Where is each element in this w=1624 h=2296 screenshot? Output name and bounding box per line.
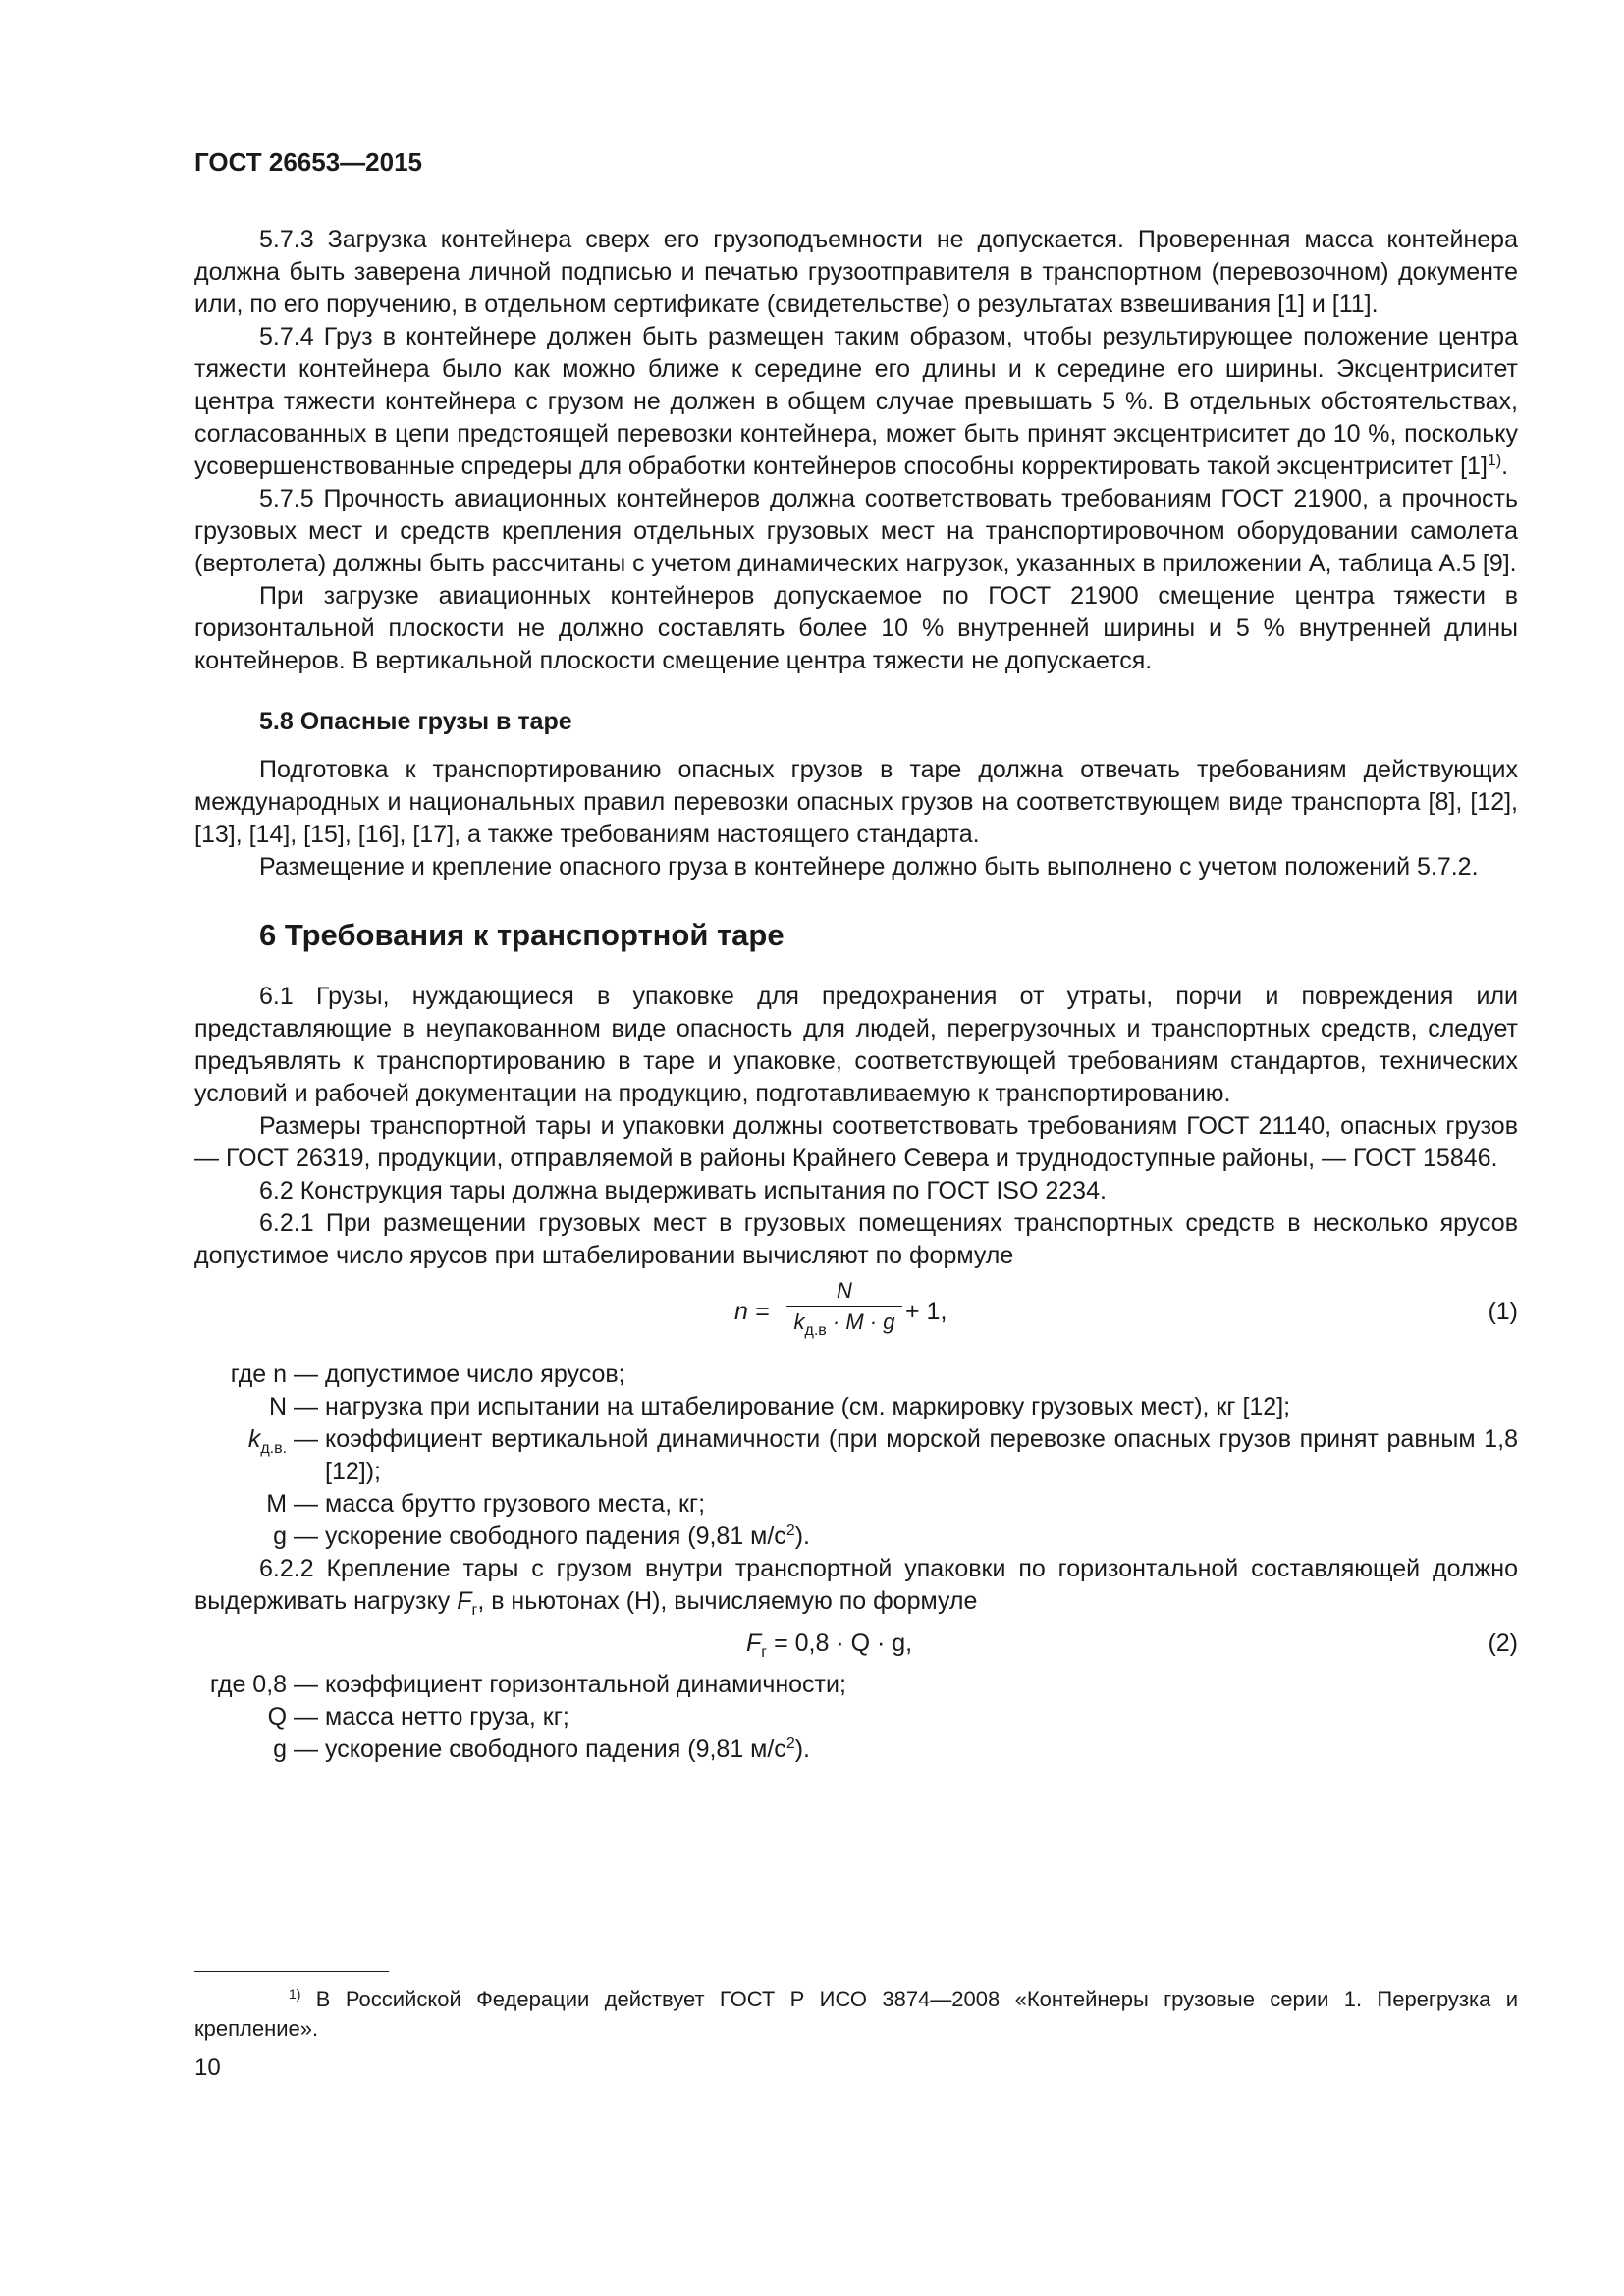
document-body bbox=[194, 224, 1518, 1766]
formula-1-legend bbox=[194, 1359, 1518, 1553]
formula-1-rhs: + 1, bbox=[905, 1298, 947, 1325]
footnote-ref[interactable]: 1) bbox=[1487, 453, 1502, 469]
clause-6-1: 6.1 Грузы, нуждающиеся в упаковке для предохранения от утраты, порчи и повреждения или представляющие в неупакованном виде опасность для людей, перегрузочных и транспортных средств, следует предъявлять к транспортированию в таре и упаковке, соответствующей требованиям стандартов, технических условий и рабочей документации на продукцию, подготавливаемую к транспортированию. bbox=[194, 983, 1518, 1107]
formula-1-denominator: $k_{д.в} \cdot M \cdot g$ bbox=[793, 1309, 895, 1339]
formula-1-fraction bbox=[786, 1276, 902, 1338]
clause-5-8-a: Подготовка к транспортированию опасных грузов в таре должна отвечать требованиям действующих международных и национальных правил перевозки опасных грузов на соответствующем виде транспорта [8], [12], [13], [14], [15], [16], [17], а также требованиям настоящего стандарта. bbox=[194, 756, 1518, 848]
formula-2-number: (2) bbox=[1488, 1629, 1518, 1657]
legend-row: Q — масса нетто груза, кг; bbox=[267, 1703, 569, 1731]
document-header: ГОСТ 26653—2015 bbox=[194, 147, 422, 177]
formula-1-number: (1) bbox=[1488, 1298, 1518, 1325]
clause-6-1-continued: Размеры транспортной тары и упаковки должны соответствовать требованиям ГОСТ 21140, опасных грузов — ГОСТ 26319, продукции, отправляемой в районы Крайнего Севера и труднодоступные районы, — ГОСТ 15846. bbox=[194, 1112, 1518, 1172]
formula-2-expression: $F_г = 0,8 \cdot Q \cdot g$, bbox=[746, 1629, 913, 1661]
formula-2 bbox=[194, 1622, 1518, 1665]
clause-5-7-4: 5.7.4 Груз в контейнере должен быть размещен таким образом, чтобы результирующее положение центра тяжести контейнера было как можно ближе к середине его длины и к середине его ширины. Эксцентриситет центра тяжести контейнера с грузом не должен в общем случае превышать 5 %. В отдельных обстоятельствах, согласованных в цепи предстоящей перевозки контейнера, может быть принят эксцентриситет до 10 %, поскольку усовершенствованные спредеры для обработки контейнеров способны корректировать такой эксцентриситет $[1]^{1)}$. bbox=[194, 323, 1518, 480]
legend-row: где 0,8 — коэффициент горизонтальной динамичности; bbox=[209, 1671, 846, 1698]
legend-row: g — ускорение свободного падения (9,81 $м/с^2$). bbox=[273, 1522, 810, 1550]
clause-5-7-5: 5.7.5 Прочность авиационных контейнеров должна соответствовать требованиям ГОСТ 21900, а прочность грузовых мест и средств крепления отдельных грузовых мест на транспортировочном оборудовании самолета (вертолета) должны быть рассчитаны с учетом динамических нагрузок, указанных в приложении А, таблица А.5 [9]. bbox=[194, 485, 1518, 577]
formula-1-numerator: N bbox=[837, 1278, 852, 1303]
clause-6-2: 6.2 Конструкция тары должна выдерживать испытания по ГОСТ ISO 2234. bbox=[259, 1177, 1107, 1204]
page-number: 10 bbox=[194, 2055, 221, 2081]
clause-6-2-2: 6.2.2 Крепление тары с грузом внутри транспортной упаковки по горизонтальной составляющей должно выдерживать нагрузку $F_г$, в ньютонах (Н), вычисляемую по формуле bbox=[194, 1555, 1518, 1619]
footnote-divider bbox=[194, 1971, 389, 1972]
legend-row: N — нагрузка при испытании на штабелирование (см. маркировку грузовых мест), кг [12]; bbox=[269, 1393, 1291, 1420]
section-6-title: 6 Требования к транспортной таре bbox=[259, 918, 785, 952]
legend-row: где n — допустимое число ярусов; bbox=[230, 1361, 625, 1388]
formula-1 bbox=[194, 1276, 1518, 1351]
formula-1-lhs: n = bbox=[734, 1298, 770, 1325]
legend-row: g — ускорение свободного падения (9,81 $м/с^2$). bbox=[273, 1735, 810, 1763]
clause-5-8-b: Размещение и крепление опасного груза в контейнере должно быть выполнено с учетом положений 5.7.2. bbox=[259, 853, 1479, 881]
legend-row: $k_{д.в.}$ — коэффициент вертикальной динамичности (при морской перевозке опасных грузов принят равным 1,8 [12]); bbox=[247, 1425, 1518, 1485]
footnote-mark: 1) bbox=[289, 1986, 301, 2002]
clause-5-7-3: 5.7.3 Загрузка контейнера сверх его грузоподъемности не допускается. Проверенная масса контейнера должна быть заверена личной подписью и печатью грузоотправителя в транспортном (перевозочном) документе или, по его поручению, в отдельном сертификате (свидетельстве) о результатах взвешивания [1] и [11]. bbox=[194, 226, 1518, 318]
clause-6-2-1: 6.2.1 При размещении грузовых мест в грузовых помещениях транспортных средств в несколько ярусов допустимое число ярусов при штабелировании вычисляют по формуле bbox=[194, 1209, 1518, 1269]
formula-2-legend bbox=[194, 1669, 1518, 1766]
section-5-8-title: 5.8 Опасные грузы в таре bbox=[259, 708, 572, 735]
legend-row: M — масса брутто грузового места, кг; bbox=[266, 1490, 706, 1518]
clause-5-7-5-continued: При загрузке авиационных контейнеров допускаемое по ГОСТ 21900 смещение центра тяжести в горизонтальной плоскости не должно составлять более 10 % внутренней ширины и 5 % внутренней длины контейнеров. В вертикальной плоскости смещение центра тяжести не допускается. bbox=[194, 582, 1518, 674]
footnote: $^{1)}$ В Российской Федерации действует ГОСТ Р ИСО 3874—2008 «Контейнеры грузовые серии 1. Перегрузка и крепление». bbox=[194, 1986, 1518, 2041]
